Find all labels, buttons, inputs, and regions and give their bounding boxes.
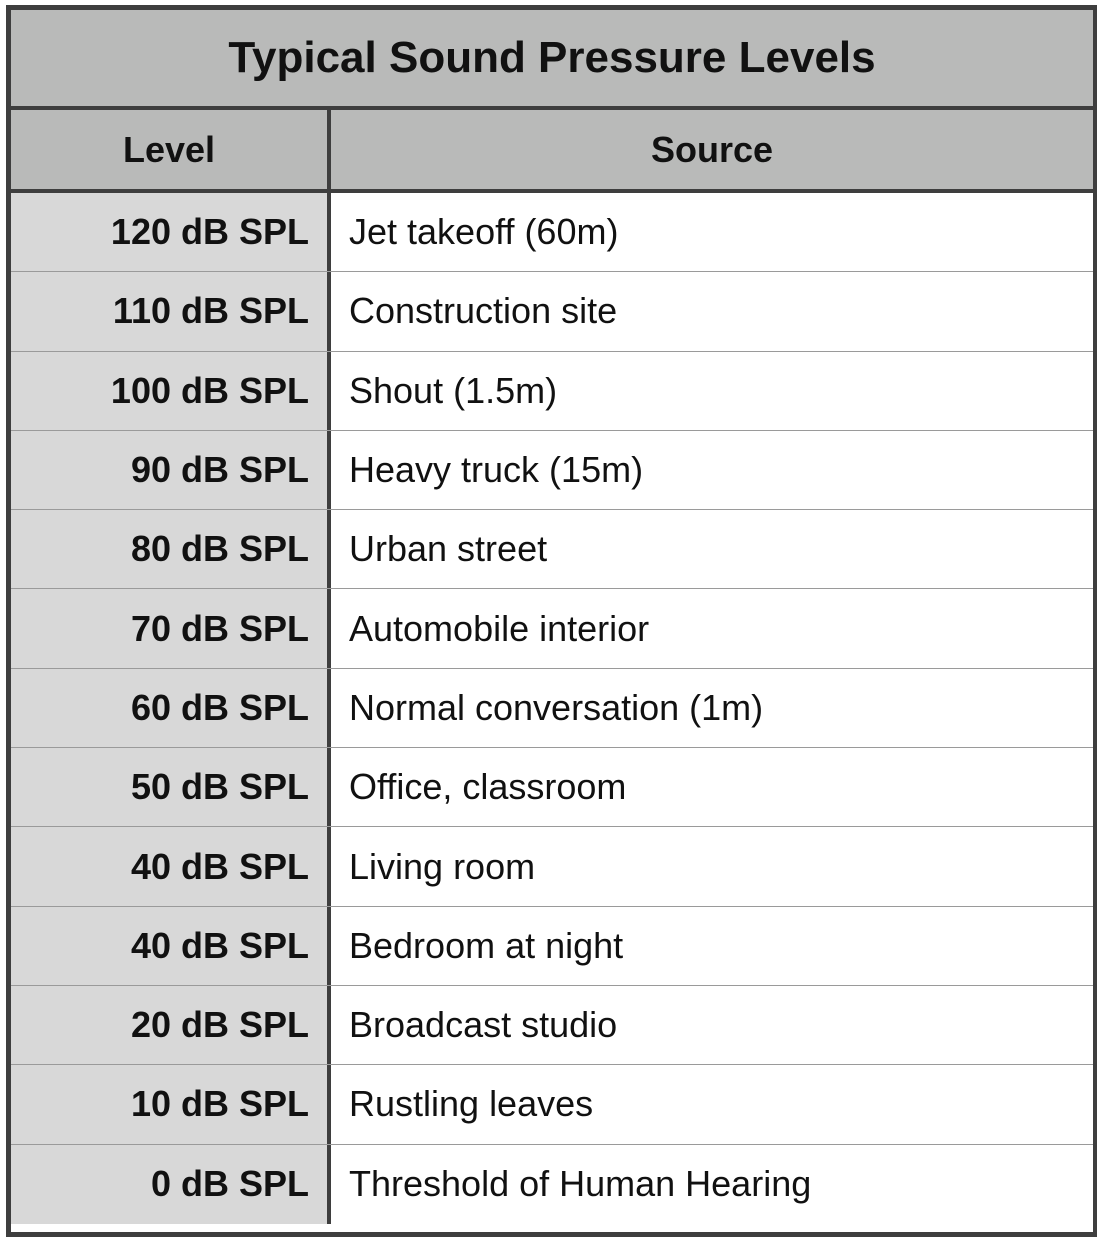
source-cell: Broadcast studio — [331, 986, 1093, 1064]
source-cell: Threshold of Human Hearing — [331, 1145, 1093, 1224]
table-row — [11, 431, 1093, 510]
table-row — [11, 827, 1093, 906]
table-row — [11, 1145, 1093, 1224]
table-row — [11, 669, 1093, 748]
level-cell: 50 dB SPL — [11, 748, 331, 826]
source-cell: Normal conversation (1m) — [331, 669, 1093, 747]
column-header-source: Source — [650, 128, 774, 170]
level-cell: 70 dB SPL — [11, 589, 331, 667]
table-body — [11, 193, 1093, 1232]
source-cell: Living room — [331, 827, 1093, 905]
column-header-row — [11, 110, 1093, 193]
sound-levels-table — [6, 5, 1097, 1237]
level-cell: 120 dB SPL — [11, 193, 331, 271]
level-cell: 0 dB SPL — [11, 1145, 331, 1224]
source-cell: Shout (1.5m) — [331, 352, 1093, 430]
source-cell: Urban street — [331, 510, 1093, 588]
table-row — [11, 907, 1093, 986]
level-cell: 90 dB SPL — [11, 431, 331, 509]
source-cell: Office, classroom — [331, 748, 1093, 826]
level-cell: 110 dB SPL — [11, 272, 331, 350]
table-row — [11, 510, 1093, 589]
source-cell: Construction site — [331, 272, 1093, 350]
table-row — [11, 1065, 1093, 1144]
table-row — [11, 272, 1093, 351]
level-cell: 100 dB SPL — [11, 352, 331, 430]
level-cell: 40 dB SPL — [11, 827, 331, 905]
level-cell: 20 dB SPL — [11, 986, 331, 1064]
source-cell: Rustling leaves — [331, 1065, 1093, 1143]
table-row — [11, 352, 1093, 431]
table-row — [11, 193, 1093, 272]
table-row — [11, 589, 1093, 668]
column-header-level: Level — [11, 110, 331, 189]
level-cell: 10 dB SPL — [11, 1065, 331, 1143]
level-cell: 60 dB SPL — [11, 669, 331, 747]
level-cell: 40 dB SPL — [11, 907, 331, 985]
source-cell: Heavy truck (15m) — [331, 431, 1093, 509]
source-cell: Jet takeoff (60m) — [331, 193, 1093, 271]
table-row — [11, 986, 1093, 1065]
table-title: Typical Sound Pressure Levels — [11, 10, 1093, 110]
level-cell: 80 dB SPL — [11, 510, 331, 588]
table-row — [11, 748, 1093, 827]
source-cell: Bedroom at night — [331, 907, 1093, 985]
source-cell: Automobile interior — [331, 589, 1093, 667]
